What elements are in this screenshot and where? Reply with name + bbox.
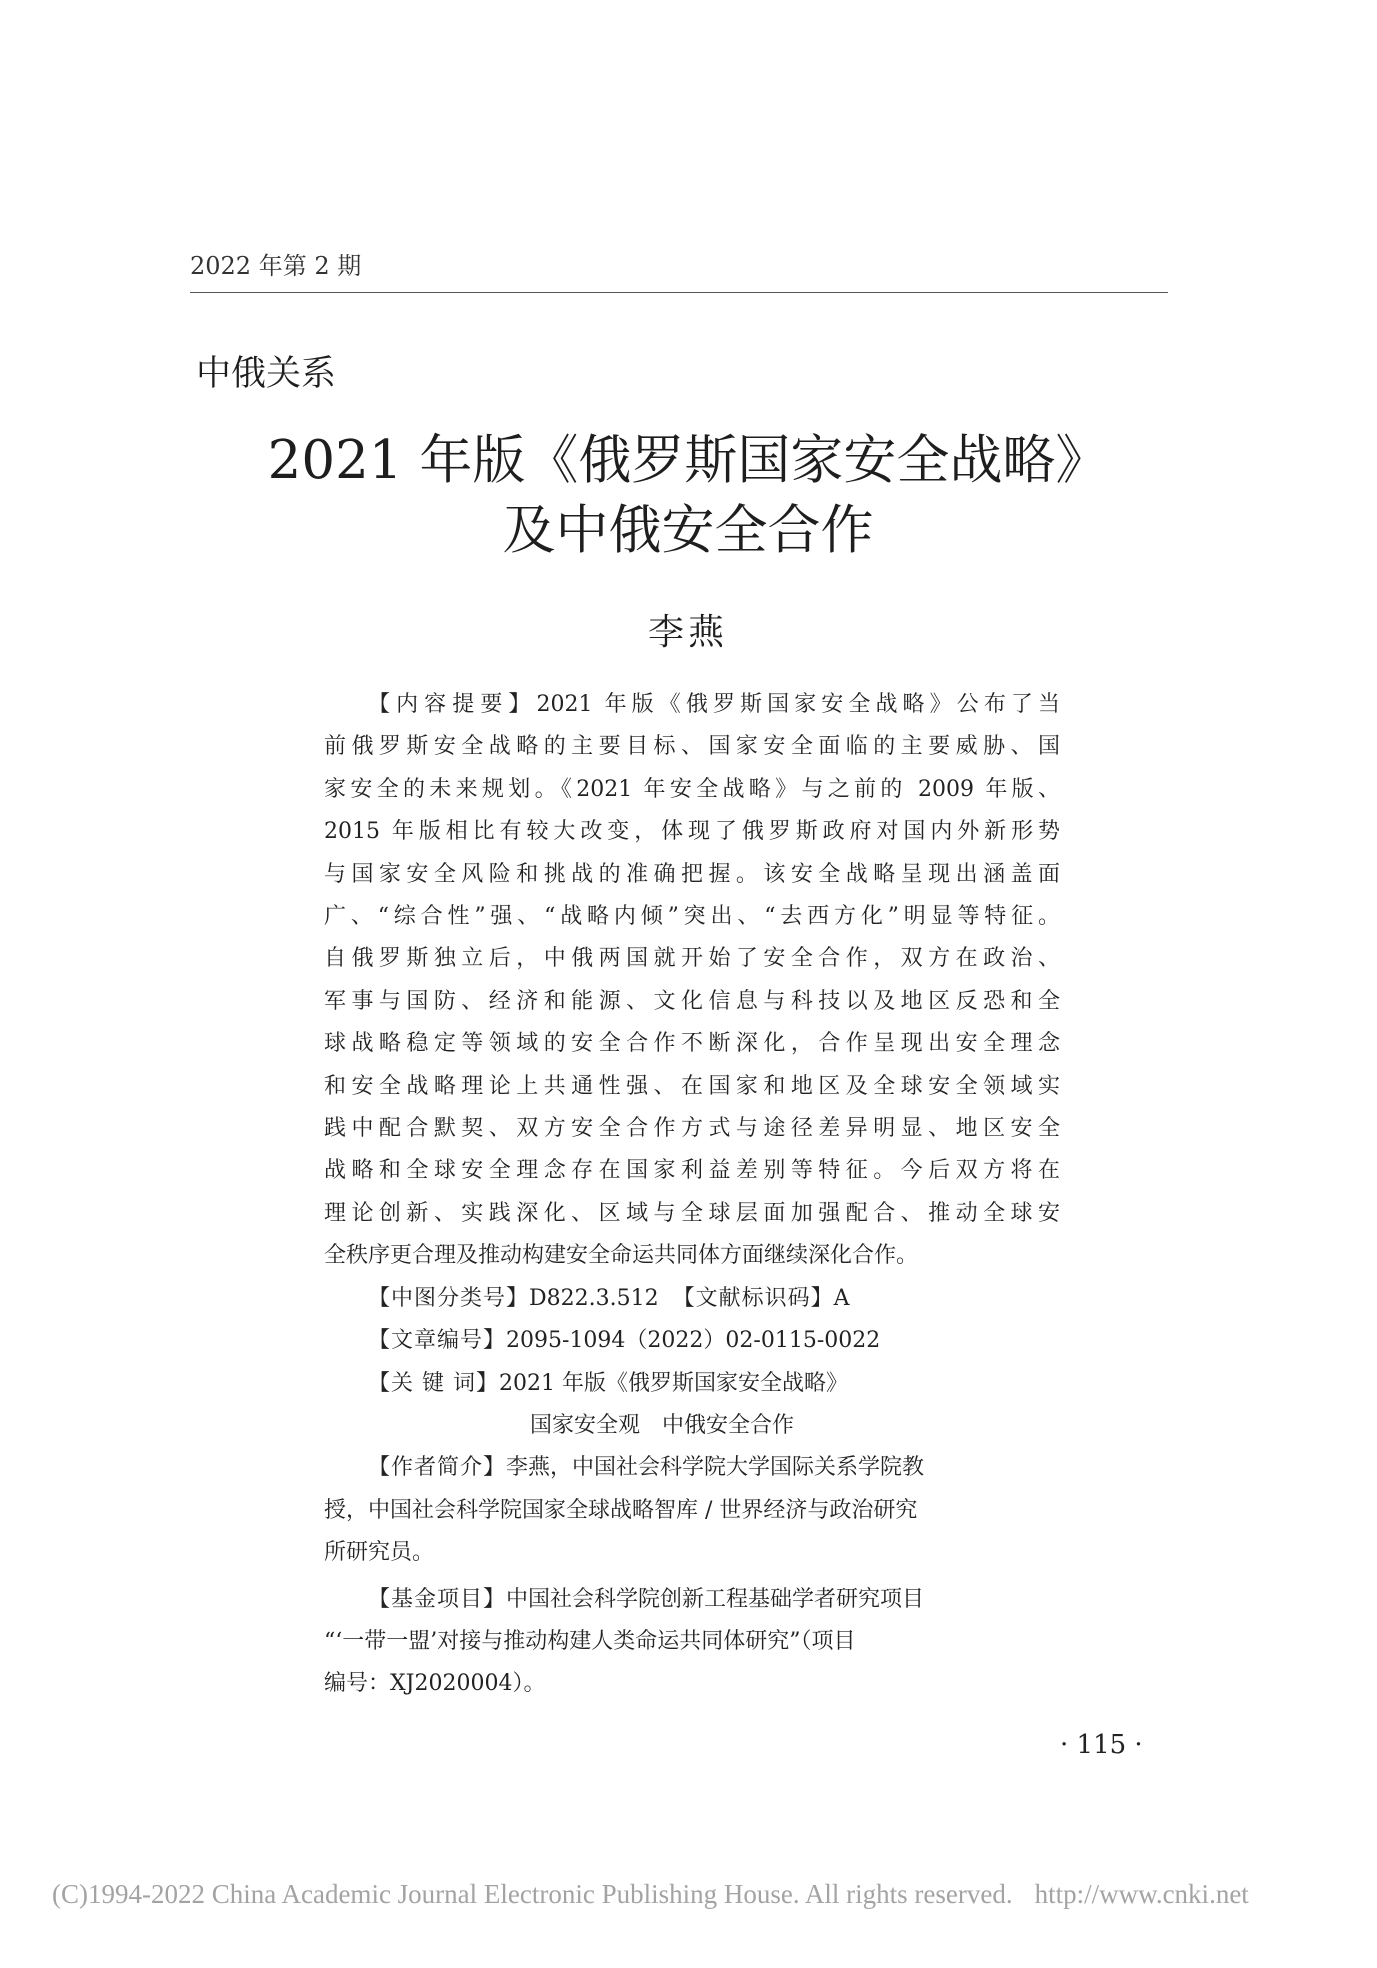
article-number-label: 【文章编号】 bbox=[368, 1328, 507, 1354]
abstract-line: 球战略稳定等领域的安全合作不断深化，合作呈现出安全理念 bbox=[324, 1031, 1060, 1057]
fund-label: 【基金项目】 bbox=[368, 1586, 507, 1612]
keywords-line-2: 国家安全观 中俄安全合作 bbox=[530, 1412, 795, 1438]
abstract-line: 和安全战略理论上共通性强、在国家和地区及全球安全领域实 bbox=[324, 1073, 1060, 1099]
copyright-footer bbox=[52, 1879, 1249, 1910]
issue-label: 2022 年第 2 期 bbox=[190, 252, 362, 280]
article-title bbox=[150, 426, 1226, 566]
abstract bbox=[324, 684, 1060, 1278]
abstract-line: 广、“综合性”强、“战略内倾”突出、“去西方化”明显等特征。 bbox=[324, 904, 1060, 930]
keywords-value: 2021 年版《俄罗斯国家安全战略》 bbox=[499, 1370, 848, 1396]
classification-line bbox=[324, 1278, 1060, 1320]
author-bio-label: 【作者简介】 bbox=[368, 1455, 507, 1481]
cnki-url: http://www.cnki.net bbox=[1034, 1879, 1249, 1909]
abstract-line: 军事与国防、经济和能源、文化信息与科技以及地区反恐和全 bbox=[324, 988, 1060, 1014]
page-number: · 115 · bbox=[1060, 1730, 1143, 1760]
abstract-line: 2015 年版相比有较大改变，体现了俄罗斯政府对国内外新形势 bbox=[324, 819, 1060, 845]
author-bio-line: 所研究员。 bbox=[324, 1540, 435, 1566]
doc-code-value: A bbox=[833, 1285, 850, 1311]
keywords-label: 【关 键 词】 bbox=[368, 1370, 499, 1396]
article-number-line bbox=[324, 1320, 1060, 1362]
classification-label: 【中图分类号】 bbox=[368, 1285, 530, 1311]
abstract-line: 理论创新、实践深化、区域与全球层面加强配合、推动全球安 bbox=[324, 1200, 1060, 1226]
abstract-line: 【内容提要】2021 年版《俄罗斯国家安全战略》公布了当 bbox=[368, 692, 1060, 717]
section-heading: 中俄关系 bbox=[196, 354, 337, 394]
author-bio-line: 授，中国社会科学院国家全球战略智库 / 世界经济与政治研究 bbox=[324, 1497, 918, 1523]
header-rule bbox=[190, 292, 1168, 293]
author-bio-line: 【作者简介】李燕，中国社会科学院大学国际关系学院教 bbox=[368, 1455, 925, 1481]
article-number-value: 2095-1094（2022）02-0115-0022 bbox=[506, 1328, 881, 1354]
abstract-line: 与国家安全风险和挑战的准确把握。该安全战略呈现出涵盖面 bbox=[324, 861, 1060, 887]
fund-line: 编号：XJ2020004）。 bbox=[324, 1671, 546, 1697]
title-line-1: 2021 年版《俄罗斯国家安全战略》 bbox=[267, 430, 1109, 491]
doc-code-label: 【文献标识码】 bbox=[672, 1285, 834, 1311]
abstract-line: 家安全的未来规划。《2021 年安全战略》与之前的 2009 年版、 bbox=[324, 776, 1060, 802]
keywords-line bbox=[324, 1363, 1060, 1405]
abstract-line: 践中配合默契、双方安全合作方式与途径差异明显、地区安全 bbox=[324, 1116, 1060, 1142]
abstract-line: 前俄罗斯安全战略的主要目标、国家安全面临的主要威胁、国 bbox=[324, 734, 1060, 760]
title-line-2: 及中俄安全合作 bbox=[502, 500, 874, 561]
classification-value: D822.3.512 bbox=[529, 1285, 659, 1311]
body-block bbox=[324, 684, 1060, 1706]
abstract-line: 自俄罗斯独立后，中俄两国就开始了安全合作，双方在政治、 bbox=[324, 946, 1060, 972]
abstract-line: 战略和全球安全理念存在国家利益差别等特征。今后双方将在 bbox=[324, 1158, 1060, 1184]
fund-line: “‘一带一盟’对接与推动构建人类命运共同体研究”（项目 bbox=[324, 1628, 856, 1654]
abstract-label: 【内容提要】 bbox=[368, 692, 537, 717]
fund-line: 【基金项目】中国社会科学院创新工程基础学者研究项目 bbox=[368, 1586, 925, 1612]
copyright-text: (C)1994-2022 China Academic Journal Electronic Publishing House. All rights reserved. bbox=[52, 1879, 1013, 1909]
author-name: 李燕 bbox=[647, 612, 728, 653]
abstract-line: 全秩序更合理及推动构建安全命运共同体方面继续深化合作。 bbox=[324, 1243, 919, 1269]
